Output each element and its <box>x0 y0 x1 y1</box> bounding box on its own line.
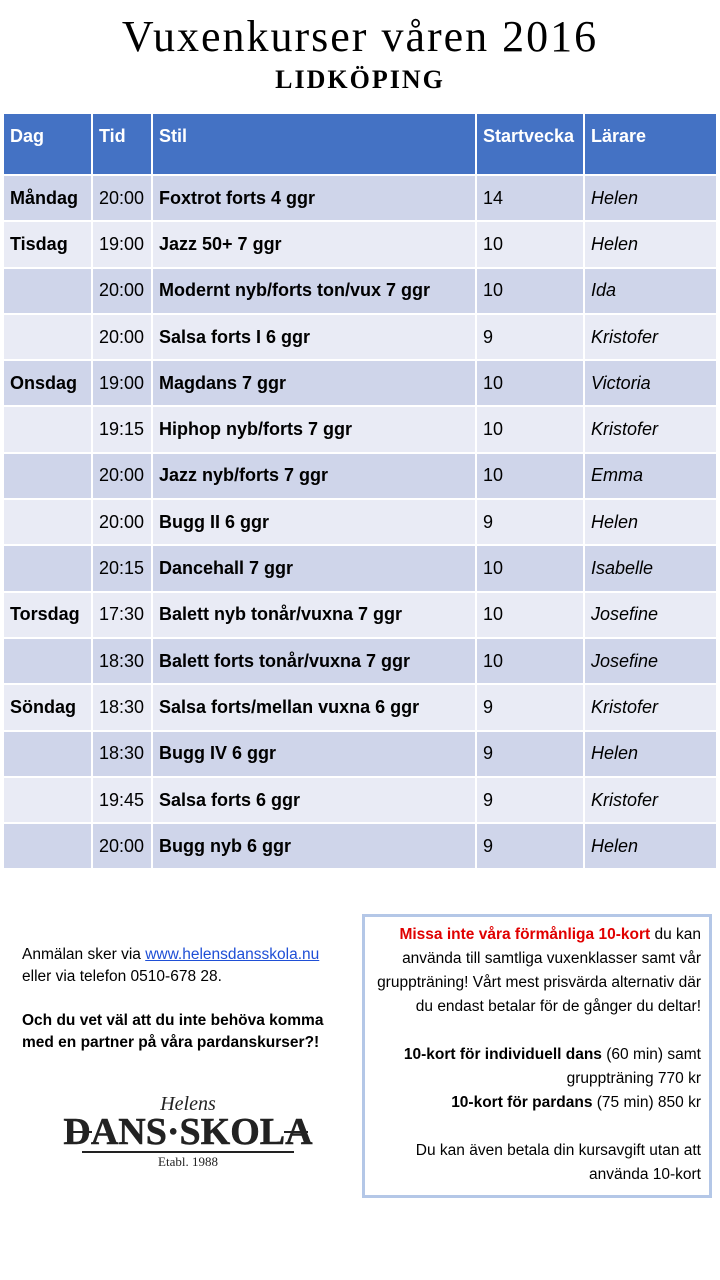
page-title: Vuxenkurser våren 2016 <box>121 12 599 61</box>
website-link[interactable]: www.helensdansskola.nu <box>145 946 320 963</box>
cell-time: 20:00 <box>92 499 152 545</box>
column-header-start-week: Startvecka <box>476 113 584 175</box>
cell-time: 20:00 <box>92 268 152 314</box>
promo-card1-title: 10-kort för individuell dans <box>403 1046 602 1063</box>
cell-start-week: 9 <box>476 823 584 869</box>
cell-time: 19:15 <box>92 406 152 452</box>
cell-day <box>3 545 92 591</box>
cell-day <box>3 453 92 499</box>
course-schedule-table <box>2 112 718 870</box>
table-row <box>3 638 717 684</box>
cell-time: 20:00 <box>92 314 152 360</box>
table-row <box>3 823 717 869</box>
cell-start-week: 10 <box>476 268 584 314</box>
cell-day <box>3 777 92 823</box>
cell-day: Onsdag <box>3 360 92 406</box>
cell-style: Bugg nyb 6 ggr <box>152 823 476 869</box>
cell-time: 20:00 <box>92 453 152 499</box>
table-row <box>3 268 717 314</box>
cell-teacher: Josefine <box>584 592 717 638</box>
cell-time: 20:15 <box>92 545 152 591</box>
cell-style: Foxtrot forts 4 ggr <box>152 175 476 221</box>
column-header-time: Tid <box>92 113 152 175</box>
cell-start-week: 14 <box>476 175 584 221</box>
logo-script: Helens <box>160 1093 216 1115</box>
cell-start-week: 9 <box>476 499 584 545</box>
promo-card1-detail: (60 min) samt gruppträning 770 kr <box>566 1046 701 1087</box>
cell-day <box>3 314 92 360</box>
promo-highlight: Missa inte våra förmånliga 10-kort <box>399 926 651 943</box>
column-header-day: Dag <box>3 113 92 175</box>
page-subtitle: LIDKÖPING <box>275 65 445 94</box>
cell-day <box>3 638 92 684</box>
dansskola-logo <box>62 1088 314 1174</box>
ten-card-promo-box <box>362 914 712 1198</box>
cell-start-week: 9 <box>476 684 584 730</box>
cell-teacher: Helen <box>584 823 717 869</box>
cell-style: Hiphop nyb/forts 7 ggr <box>152 406 476 452</box>
phone-line: eller via telefon 0510-678 28. <box>22 968 222 985</box>
cell-style: Modernt nyb/forts ton/vux 7 ggr <box>152 268 476 314</box>
cell-teacher: Isabelle <box>584 545 717 591</box>
cell-day <box>3 406 92 452</box>
cell-time: 19:00 <box>92 221 152 267</box>
cell-start-week: 10 <box>476 592 584 638</box>
cell-teacher: Ida <box>584 268 717 314</box>
cell-start-week: 10 <box>476 221 584 267</box>
promo-footer: Du kan även betala din kursavgift utan att använda 10-kort <box>415 1142 701 1183</box>
cell-day <box>3 499 92 545</box>
cell-style: Jazz 50+ 7 ggr <box>152 221 476 267</box>
cell-start-week: 10 <box>476 453 584 499</box>
cell-teacher: Helen <box>584 175 717 221</box>
cell-style: Bugg II 6 ggr <box>152 499 476 545</box>
cell-teacher: Emma <box>584 453 717 499</box>
table-row <box>3 453 717 499</box>
column-header-teacher: Lärare <box>584 113 717 175</box>
table-row <box>3 777 717 823</box>
cell-day: Torsdag <box>3 592 92 638</box>
cell-day: Måndag <box>3 175 92 221</box>
cell-day: Söndag <box>3 684 92 730</box>
table-body <box>3 175 717 869</box>
cell-day <box>3 268 92 314</box>
promo-text: du kan använda till samtliga vuxenklasser samt vår gruppträning! Vårt mest prisvärda alternativ där du endast betalar för de gånger du deltar! <box>377 926 701 1015</box>
column-header-style: Stil <box>152 113 476 175</box>
cell-style: Magdans 7 ggr <box>152 360 476 406</box>
cell-start-week: 10 <box>476 638 584 684</box>
cell-time: 18:30 <box>92 731 152 777</box>
cell-time: 19:45 <box>92 777 152 823</box>
promo-card2-detail: (75 min) 850 kr <box>592 1094 701 1111</box>
cell-style: Salsa forts/mellan vuxna 6 ggr <box>152 684 476 730</box>
table-row <box>3 592 717 638</box>
table-row <box>3 545 717 591</box>
cell-day: Tisdag <box>3 221 92 267</box>
cell-time: 20:00 <box>92 175 152 221</box>
cell-style: Dancehall 7 ggr <box>152 545 476 591</box>
cell-time: 18:30 <box>92 638 152 684</box>
registration-info <box>22 944 352 1054</box>
table-row <box>3 731 717 777</box>
promo-card2-title: 10-kort för pardans <box>451 1094 593 1111</box>
cell-teacher: Helen <box>584 499 717 545</box>
cell-start-week: 9 <box>476 731 584 777</box>
cell-time: 18:30 <box>92 684 152 730</box>
cell-teacher: Kristofer <box>584 684 717 730</box>
cell-teacher: Helen <box>584 221 717 267</box>
register-prefix: Anmälan sker via <box>22 946 146 963</box>
cell-style: Jazz nyb/forts 7 ggr <box>152 453 476 499</box>
table-row <box>3 406 717 452</box>
cell-style: Bugg IV 6 ggr <box>152 731 476 777</box>
table-row <box>3 221 717 267</box>
table-row <box>3 314 717 360</box>
cell-teacher: Kristofer <box>584 406 717 452</box>
cell-style: Balett forts tonår/vuxna 7 ggr <box>152 638 476 684</box>
cell-teacher: Helen <box>584 731 717 777</box>
table-row <box>3 360 717 406</box>
cell-start-week: 9 <box>476 314 584 360</box>
partner-note: Och du vet väl att du inte behöva komma med en partner på våra pardanskurser?! <box>22 1012 324 1051</box>
cell-teacher: Kristofer <box>584 777 717 823</box>
cell-start-week: 10 <box>476 545 584 591</box>
cell-start-week: 10 <box>476 406 584 452</box>
logo-established: Etabl. 1988 <box>158 1154 218 1169</box>
cell-style: Balett nyb tonår/vuxna 7 ggr <box>152 592 476 638</box>
table-row <box>3 684 717 730</box>
table-row <box>3 175 717 221</box>
table-header-row <box>3 113 717 175</box>
cell-day <box>3 731 92 777</box>
cell-start-week: 10 <box>476 360 584 406</box>
cell-style: Salsa forts 6 ggr <box>152 777 476 823</box>
cell-teacher: Kristofer <box>584 314 717 360</box>
cell-teacher: Victoria <box>584 360 717 406</box>
logo-name: DANS·SKOLA <box>63 1111 313 1153</box>
cell-time: 20:00 <box>92 823 152 869</box>
table-row <box>3 499 717 545</box>
cell-teacher: Josefine <box>584 638 717 684</box>
cell-time: 19:00 <box>92 360 152 406</box>
cell-time: 17:30 <box>92 592 152 638</box>
cell-day <box>3 823 92 869</box>
cell-start-week: 9 <box>476 777 584 823</box>
cell-style: Salsa forts I 6 ggr <box>152 314 476 360</box>
